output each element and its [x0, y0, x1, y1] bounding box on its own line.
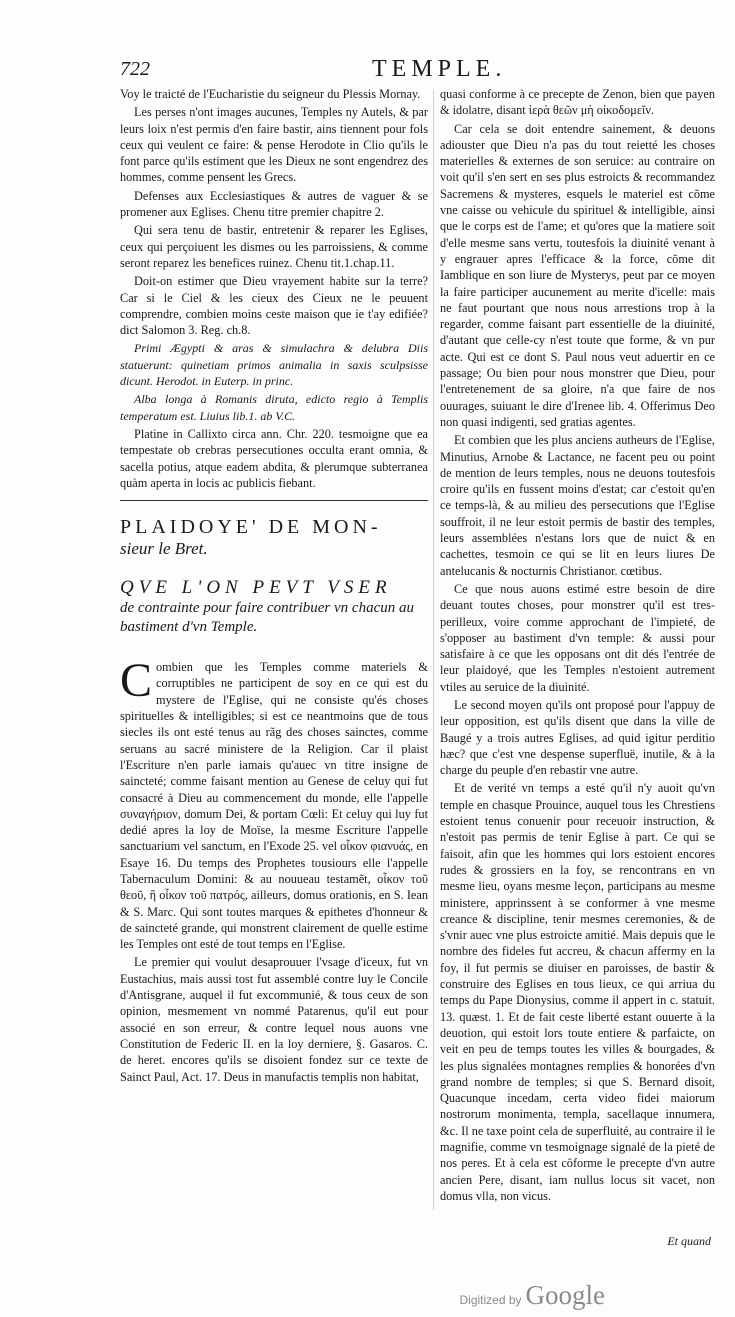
section-title-continued: sieur le Bret.: [120, 539, 208, 559]
paragraph: Et de verité vn temps a esté qu'il n'y auoit qu'vn temple en chasque Prouince, auquel tous les Chrestiens estoient tenus conuenir pour receuoir instruction, & n'estoit pas permis de tenir Eglise à part. Ce qui se faisoit, afin que les hommes qui lors estoient encores rudes & grossiers en la foy, se rencontrans en vn mesme lieu, oyans mesme leçon, participans au mesme ministere, apprinssent à se conformer à vne mesme creance & discipline, tenir mesmes ceremonies, & de s'vnir auec vne plus estroicte amitié. Mais depuis que le nombre des fideles fut accreu, & chacun affermy en la foy, il fut permis se diuiser en paroisses, de bastir & construire des Eglises en tous lieux, ce qui arriua du temps du Pape Dionysius, comme il appert in c. statuit. 13. quæst. 1. Et de fait ceste liberté estant ouuerte à la deuotion, qui estoit lors toute entiere & parfaicte, on veit en peu de temps toutes les villes & bourgades, & les plus signalées montagnes remplies & honorées d'vn grand nombre de temples; si que S. Bernard disoit, Quacunque incedam, certa video fidei maiorum nostrorum monimenta, templa, sacellaque innumera, &c. Il ne taxe point cela de superfluité, au contraire il le magnifie, comme vn tesmoignage signalé de la pieté de nos peres. Et à cela est côforme le precepte d'vn autre ancien Pere, disant, iam nullus locus sit vacet, non domus vlla, non vicus.: [440, 781, 715, 1203]
paragraph: Qui sera tenu de bastir, entretenir & reparer les Eglises, ceux qui perçoiuent les dismes ou les parroissiens, & comme seront reparez les benefices ruinez. Chenu tit.1.chap.11.: [120, 223, 428, 270]
paragraph: Platine in Callixto circa ann. Chr. 220. tesmoigne que ea tempestate ob crebras persecutiones occulta erant omnia, & sacella potius, atque eadem abdita, & plerumque subterranea quàm aperta in locis ac publicis fiebant.: [120, 426, 428, 490]
right-column: [440, 86, 715, 1236]
subheading: QVE L'ON PEVT VSER: [120, 577, 392, 599]
paragraph: Ce que nous auons estimé estre besoin de dire deuant toutes choses, pour monstrer qu'il est tres-perilleux, voire comme approchant de l'impieté, de s'opposer au bastiment d'vn temple: & aussi pour satisfaire à ce que les opposans ont dit dés l'entrée de leur plaidoyé, que les Temples n'estoient autrement vtiles au seruice de la diuinité.: [440, 581, 715, 694]
paragraph: Doit-on estimer que Dieu vrayement habite sur la terre? Car si le Ciel & les cieux des Cieux ne le peuuent comprendre, combien moins ceste maison que ie t'ay edifiée? dict Salomon 3. Reg. ch.8.: [120, 274, 428, 338]
body-paragraph-text: ombien que les Temples comme materiels & corruptibles ne participent de soy en ce qui est du mystere de l'Eglise, qui ne consiste qu'és choses spirituelles & intelligibles; si est ce neantmoins que de tous siecles ils ont esté tenus au rãg des choses sainctes, comme seruans au sacré ministere de la Religion. Car il plaist l'Escriture n'en parle iamais qu'auec vn titre insigne de saincteté; comme faisant mention au Genese de celuy qui fut consacré à Dieu au commencement du monde, elle l'appelle συναγήριον, domum Dei, & portam Cœli: Et celuy qui luy fut dedié apres la loy de Moïse, la mesme Escriture l'appelle sanctuarium vel sanctum, en l'Exode 25. vel οἶκον φιανυάς, en Esaye 16. Du temps des Prophetes tousiours elle l'appelle Tabernaculum Domini: & au nouueau testamẽt, οἶκον τοῦ θεοῦ, ἢ οἶκον τοῦ πατρός, ailleurs, domus orationis, en S. Iean & S. Marc. Qui sont toutes marques & epithetes d'honneur & de saincteté grande, qui monstrent clairement de quelle estime les Temples ont esté de tout temps en l'Eglise.: [120, 660, 428, 952]
page-header: [120, 56, 710, 86]
page-number: 722: [120, 58, 150, 80]
section-title: PLAIDOYE' DE MON-: [120, 516, 382, 539]
latin-quote: Alba longa à Romanis diruta, edicto regio à Templis temperatum est. Liuius lib.1. ab V.C.: [120, 392, 428, 423]
drop-cap: C: [120, 654, 153, 708]
watermark-prefix: Digitized by: [459, 1293, 522, 1307]
digitized-watermark: [459, 1280, 605, 1311]
body-paragraph-first: [120, 654, 428, 952]
left-column: [120, 86, 428, 1261]
catchword: Et quand: [667, 1234, 711, 1248]
running-title: TEMPLE.: [372, 56, 507, 82]
latin-quote: Primi Ægypti & aras & simulachra & delubra Diis statuerunt: quinetiam primos animalia in saxis sculpsisse dicunt. Herodot. in Euterp. in princ.: [120, 341, 428, 389]
column-divider: [433, 90, 434, 1210]
section-rule: [120, 500, 428, 501]
body-paragraph: Le premier qui voulut desaprouuer l'vsage d'iceux, fut vn Eustachius, mais aussi tost fut assemblé contre luy le Concile d'Antisgrane, auquel il fut excommunié, & tous ceux de son opinion, mesmement vn nommé Patarenus, qu'il eut pour associé en son erreur, & contre lequel nous auons vne Constitution de Federic II. en la loy derniere, §. Gasaros. C. de heret. encores qu'ils se disoient fondez sur ce texte de Sainct Paul, Act. 17. Deus in manufactis templis non habitat,: [120, 955, 428, 1084]
paragraph: Et combien que les plus anciens autheurs de l'Eglise, Minutius, Arnobe & Lactance, ne facent peu ou point de mention de leurs temples, nous ne deuons toutesfois croire qu'ils en fussent moins d'estat; car c'estoit qu'en ce temps-là, & au milieu des persecutions que l'Eglise souffroit, il ne leur estoit permis de bastir des temples, leurs assemblées n'estans lors que de nuict & en cachettes, tesmoin ce qui se lit en leurs liures De antelucanis & nocturnis Christianor. cœtibus.: [440, 433, 715, 578]
paragraph: Voy le traicté de l'Eucharistie du seigneur du Plessis Mornay.: [120, 87, 421, 101]
paragraph: quasi conforme à ce precepte de Zenon, bien que payen & idolatre, disant ἱερὰ θεῶν μὴ οἰκοδομεῖν.: [440, 87, 715, 118]
paragraph: Les perses n'ont images aucunes, Temples ny Autels, & par leurs loix n'est permis d'en faire bastir, ains tiennent pour fols ceux qui veulent ce faire: & pense Herodote in Clio qu'ils le font parce qu'ils estiment que les Dieux ne sont engendrez des hommes, comme pensent les Grecs.: [120, 105, 428, 185]
paragraph: Car cela se doit entendre sainement, & deuons adiouster que Dieu n'a pas du tout reietté les choses materielles & externes de son seruice: au contraire on voit qu'il s'en sert en ses plus estroicts & recommandez Sacremens & mysteres, esquels le materiel est cõme vne caisse ou vehicule du spirituel & intelligible, ainsi que le corps est de l'ame; et qu'ores que la matiere soit d'elle mesme sans vertu, toutesfois la diuinité venant à y engrauer apres l'efficace & la force, cõme dit Iamblique en son liure de Mysterys, peut par ce moyen la faire participer aucunement au merite d'icelle: mais ne faut pourtant que nous nous arrestions trop à la regarder, comme faisant part essentielle de la diuinité, d'autant que celle-cy n'est toute que forme, & vn pur acte. Qui est ce dont S. Paul nous veut aduertir en ce passage; Ou bien pour nous monstrer que Dieu, pour l'entretenement de sa gloire, n'a que faire de nos ouurages, suiuant le dire d'Irenee lib. 4. Offerimus Deo non quasi indigenti, sed gratias agentes.: [440, 121, 715, 429]
paragraph: Le second moyen qu'ils ont proposé pour l'appuy de leur opposition, est qu'ils disent que dans la ville de Baugé y a trois autres Eglises, ad quid igitur perditio hæc? que c'est vne despense superfluë, inutile, & à la charge du peuple d'en rebastir vne autre.: [440, 697, 715, 778]
paragraph: Defenses aux Ecclesiastiques & autres de vaguer & se promener aux Eglises. Chenu titre premier chapitre 2.: [120, 188, 428, 220]
subheading-continued: de contrainte pour faire contribuer vn chacun au bastiment d'vn Temple.: [120, 600, 414, 636]
google-logo: Google: [525, 1280, 605, 1310]
